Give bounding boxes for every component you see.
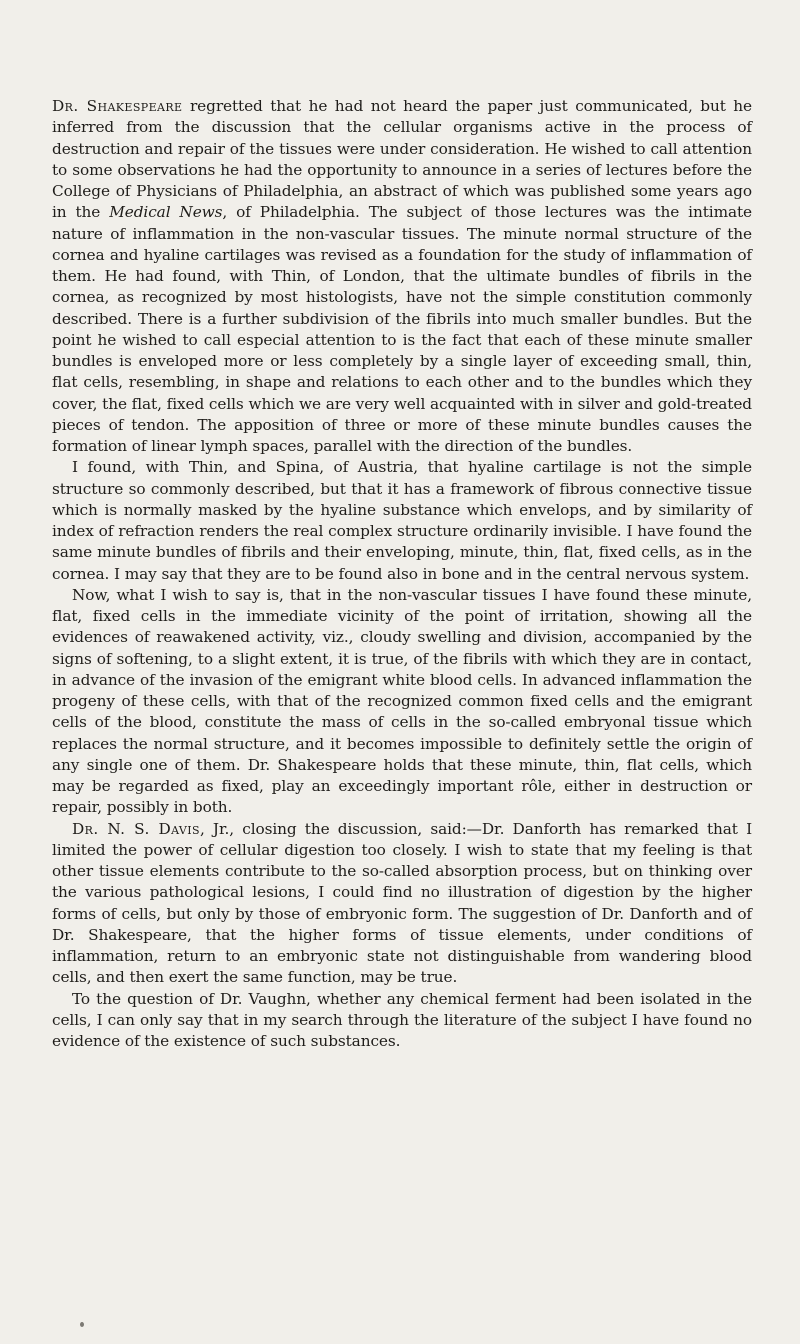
journal-title: Medical News [109,203,223,222]
document-page [52,96,752,1052]
paragraph-cartilage: I found, with Thin, and Spina, of Austria, that hyaline cartilage is not the simple structure so commonly described, but that it has a framework of fibrous connective tissue which is normally masked by the hyaline substance which envelops, and by similarity of index of refraction renders the real complex structure ordinarily invisible. I have found the same minute bundles of fibrils and their enveloping, minute, thin, flat, fixed cells, as in the cornea. I may say that they are to be found also in bone and in the central nervous system. [52,458,752,583]
paragraph-fixed-cells: Now, what I wish to say is, that in the non-vascular tissues I have found these minute, flat, fixed cells in the immediate vicinity of the point of irritation, showing all the evidences of reawakened activity, viz., cloudy swelling and division, accompanied by the signs of softening, to a slight extent, it is true, of the fibrils with which they are in contact, in advance of the invasion of the emigrant white blood cells. In advanced inflammation the progeny of these cells, with that of the recognized common fixed cells and the emigrant cells of the blood, constitute the mass of cells in the so-called embryonal tissue which replaces the normal structure, and it becomes impossible to definitely settle the origin of any single one of them. Dr. Shakespeare holds that these minute, thin, flat cells, which may be regarded as fixed, play an exceedingly important rôle, either in destruction or repair, possibly in both. [52,585,752,817]
paragraph-text: , Jr., closing the discussion, said:—Dr. Danforth has remarked that I limited the power of cellular digestion too closely. I wish to state that my feeling is that other tissue elements contribute to the so-called absorption process, but on thinking over the various pathological lesions, I could find no illustration of digestion by the higher forms of cells, but only by those of embryonic form. The suggestion of Dr. Danforth and of Dr. Shakespeare, that the higher forms of tissue elements, under conditions of inflammation, return to an embryonic state not distinguishable from wandering blood cells, and then exert the same function, may be true. [52,819,753,987]
paragraph-vaughn-reply: To the question of Dr. Vaughn, whether any chemical ferment had been isolated in the cells, I can only say that in my search through the literature of the subject I have found no evidence of the existence of such substances. [52,989,752,1050]
paragraph-davis [52,819,752,989]
speaker-name: Dr. N. S. Davis [72,819,200,838]
paragraph-shakespeare [52,96,752,457]
ink-speck [80,1322,84,1327]
paragraph-text-continued: , of Philadelphia. The subject of those lectures was the intimate nature of inflammation in the non-vascular tissues. The minute normal structure of the cornea and hyaline cartilages was revised as a foundation for the study of inflammation of them. He had found, with Thin, of London, that the ultimate bundles of fibrils in the cornea, as recognized by most histologists, have not the simple constitution commonly described. There is a further subdivision of the fibrils into much smaller bundles. But the point he wished to call especial attention to is the fact that each of these minute smaller bundles is enveloped more or less completely by a single layer of exceeding small, thin, flat cells, resembling, in shape and relations to each other and to the bundles which they cover, the flat, fixed cells which we are very well acquainted with in silver and gold-treated pieces of tendon. The apposition of three or more of these minute bundles causes the formation of linear lymph spaces, parallel with the direction of the bundles. [52,203,752,455]
speaker-name: Dr. Shakespeare [52,97,183,115]
paragraph-text: regretted that he had not heard the paper just communicated, but he inferred from the discussion that the cellular organisms active in the process of destruction and repair of the tissues were under consideration. He wished to call attention to some observations he had the opportunity to announce in a series of lectures before the College of Physicians of Philadelphia, an abstract of which was published some years ago in the [52,97,752,222]
